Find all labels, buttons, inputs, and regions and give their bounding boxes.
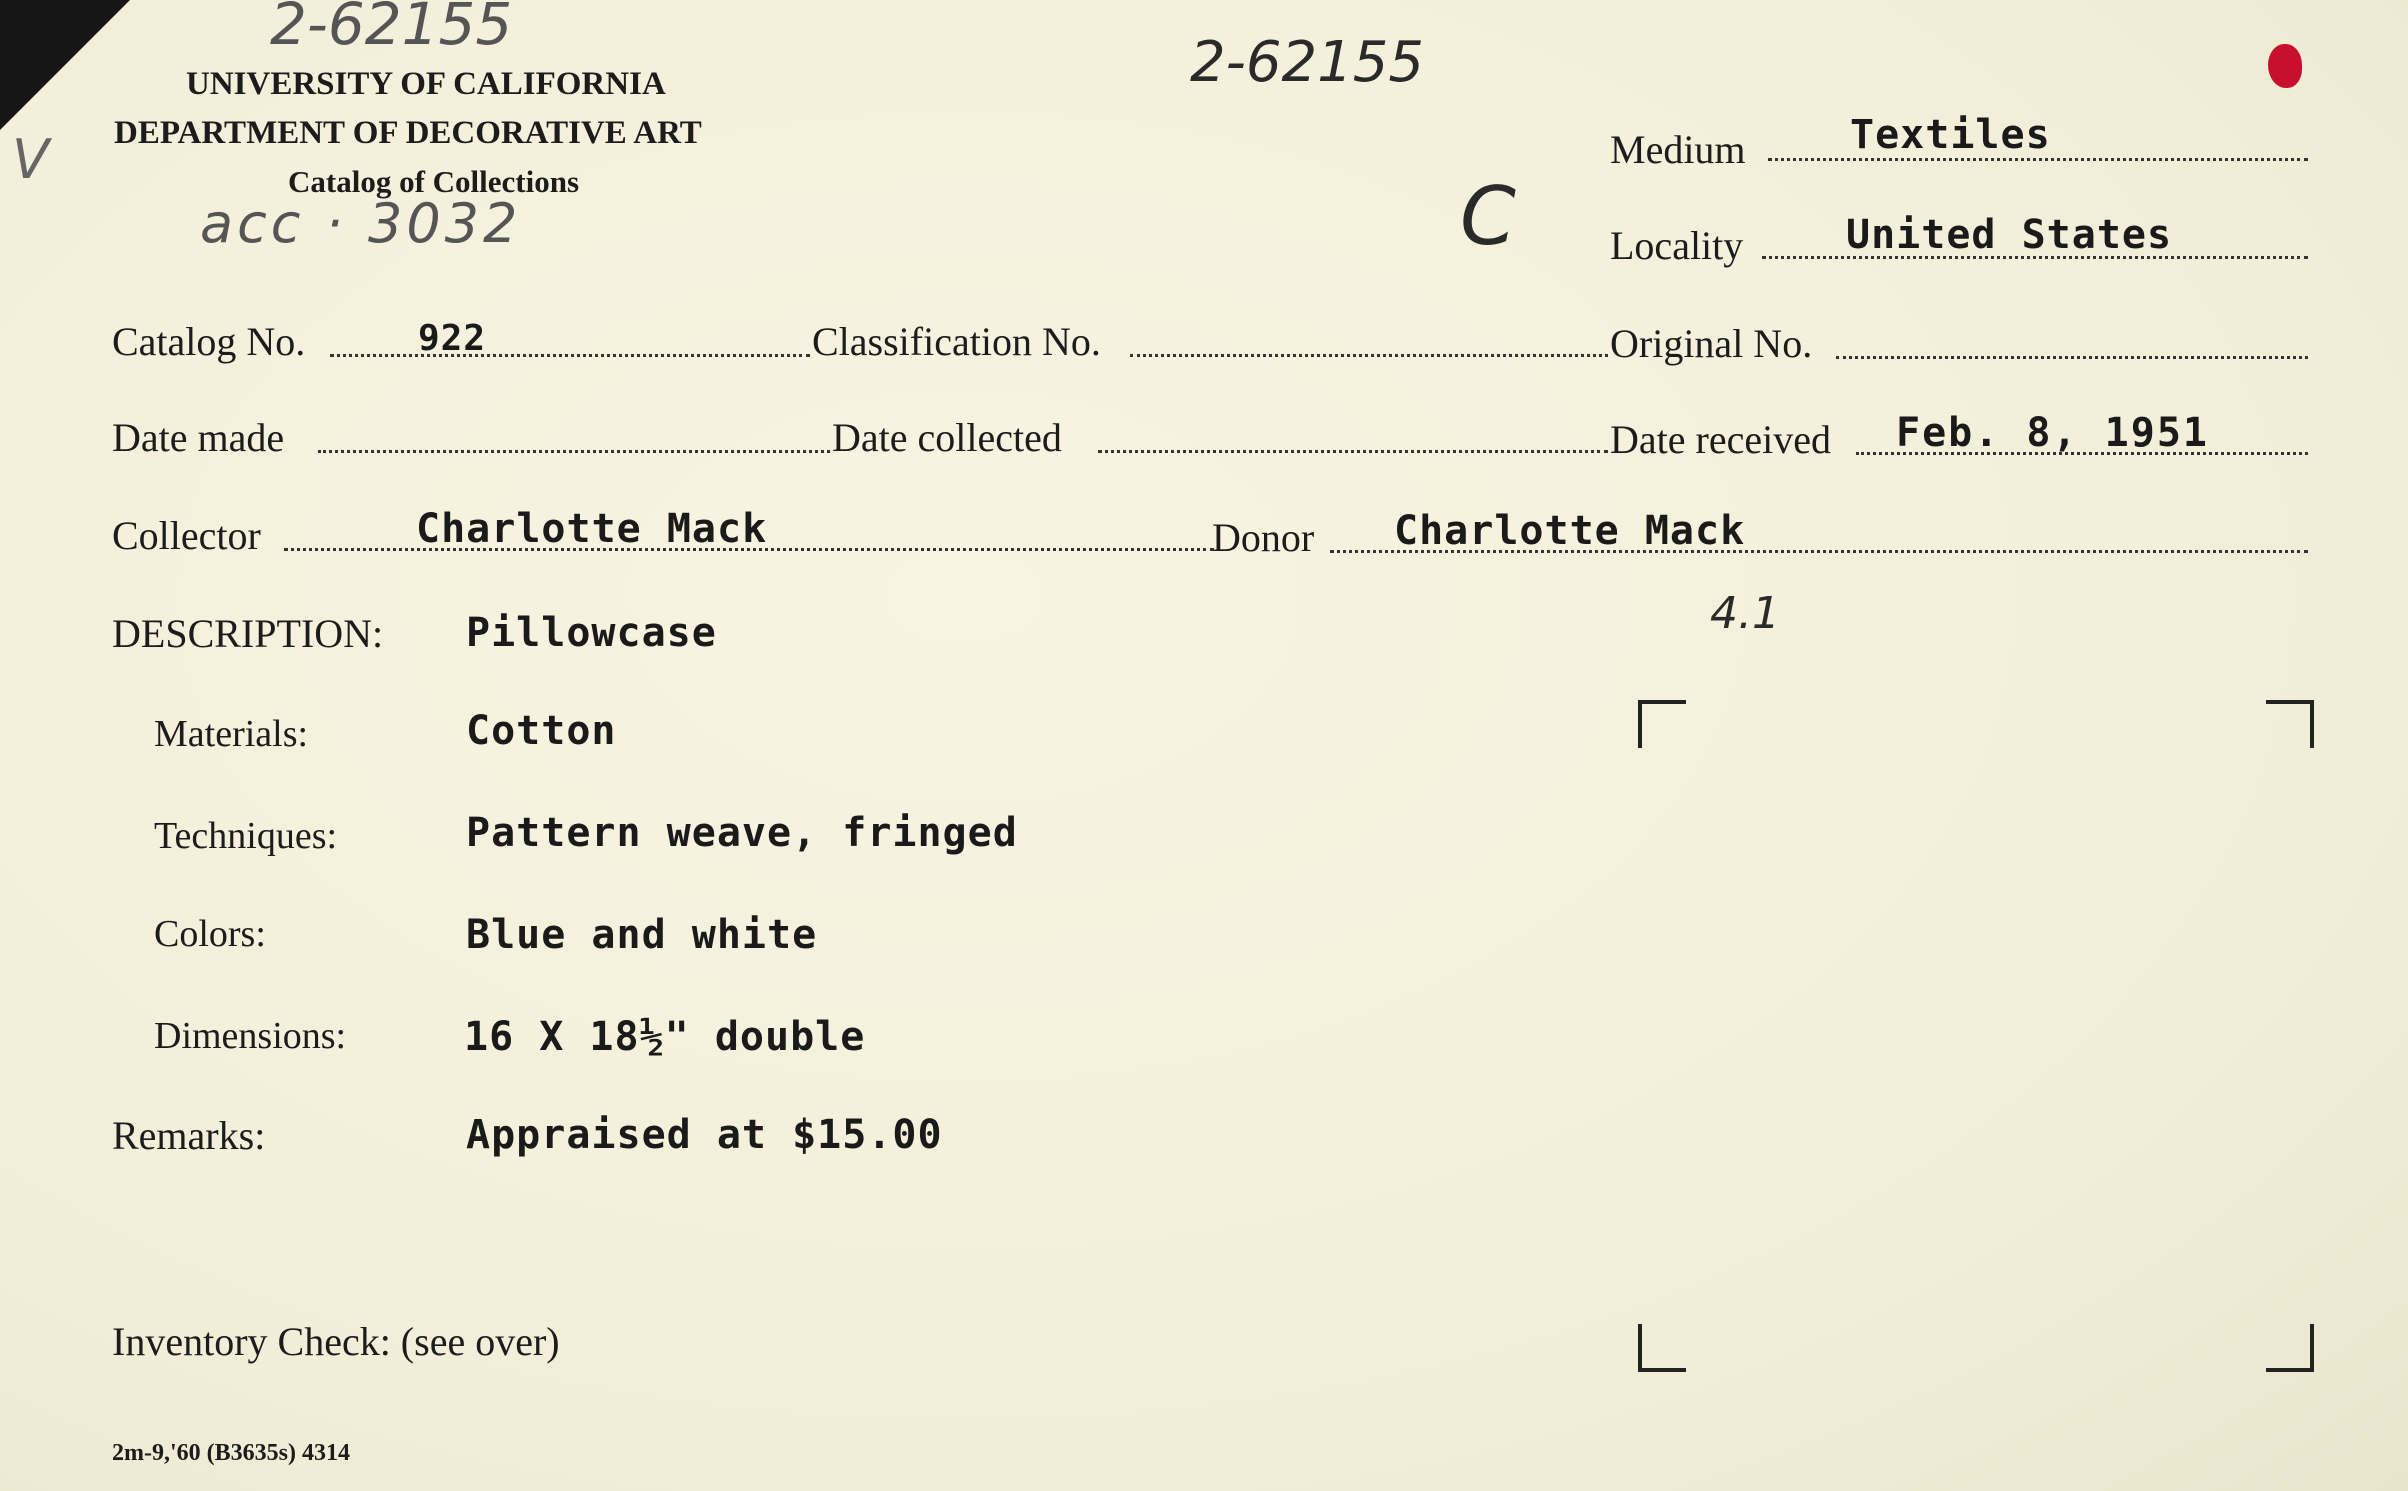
catalog-no-line	[330, 354, 810, 357]
print-code: 2m-9,'60 (B3635s) 4314	[112, 1440, 350, 1466]
donor-label: Donor	[1212, 515, 1315, 560]
techniques-value: Pattern weave, fringed	[466, 810, 1018, 856]
description-value: Pillowcase	[466, 610, 717, 656]
original-no-label: Original No.	[1610, 321, 1813, 366]
collector-value: Charlotte Mack	[416, 506, 768, 552]
handwritten-top-center-number: 2-62155	[1190, 30, 1424, 95]
handwritten-top-left-number: 2-62155	[270, 0, 513, 58]
colors-value: Blue and white	[466, 912, 818, 958]
department-heading: DEPARTMENT OF DECORATIVE ART	[114, 115, 702, 151]
description-label: DESCRIPTION:	[112, 611, 384, 656]
materials-label: Materials:	[154, 713, 309, 755]
date-collected-label: Date collected	[832, 415, 1062, 460]
remarks-label: Remarks:	[112, 1113, 266, 1158]
clipped-corner	[0, 0, 130, 130]
dimensions-label: Dimensions:	[154, 1015, 347, 1057]
colors-label: Colors:	[154, 913, 266, 955]
medium-value: Textiles	[1850, 112, 2051, 158]
frame-corner-bottom-right	[2266, 1324, 2314, 1372]
institution-heading: UNIVERSITY OF CALIFORNIA	[186, 66, 666, 102]
date-collected-line	[1098, 450, 1608, 453]
techniques-label: Techniques:	[154, 815, 338, 857]
locality-value: United States	[1846, 212, 2173, 258]
catalog-no-value: 922	[418, 318, 487, 359]
handwritten-donor-note: 4.1	[1710, 588, 1780, 639]
handwritten-accession: acc · 3032	[200, 192, 522, 255]
date-received-value: Feb. 8, 1951	[1896, 410, 2209, 456]
collector-label: Collector	[112, 513, 261, 558]
frame-corner-top-left	[1638, 700, 1686, 748]
materials-value: Cotton	[466, 708, 617, 754]
original-no-line	[1836, 356, 2308, 359]
donor-value: Charlotte Mack	[1394, 508, 1746, 554]
remarks-value: Appraised at $15.00	[466, 1112, 943, 1158]
date-received-label: Date received	[1610, 417, 1831, 462]
dimensions-value: 16 X 18½" double	[464, 1014, 866, 1060]
locality-label: Locality	[1610, 223, 1744, 268]
frame-corner-bottom-left	[1638, 1324, 1686, 1372]
inventory-check-label: Inventory Check: (see over)	[112, 1319, 560, 1364]
catalog-subtitle: Catalog of Collections	[288, 164, 580, 199]
handwritten-margin-mark: V	[12, 128, 49, 191]
frame-corner-top-right	[2266, 700, 2314, 748]
date-made-line	[318, 450, 830, 453]
catalog-no-label: Catalog No.	[112, 319, 306, 364]
date-made-label: Date made	[112, 415, 285, 460]
red-ink-mark	[2268, 44, 2302, 88]
medium-line	[1768, 158, 2308, 161]
classification-no-label: Classification No.	[812, 319, 1101, 364]
handwritten-center-mark: C	[1460, 170, 1516, 263]
classification-no-line	[1130, 354, 1608, 357]
medium-label: Medium	[1610, 127, 1746, 172]
